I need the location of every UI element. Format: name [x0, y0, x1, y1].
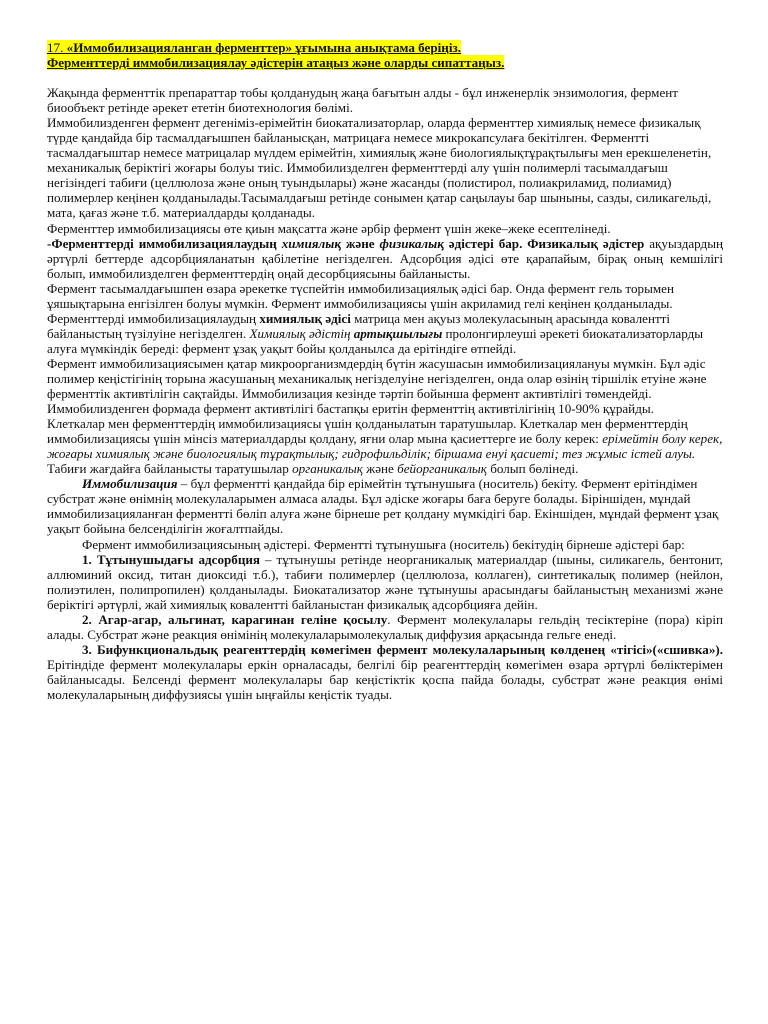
paragraph-gel: Фермент тасымалдағышпен өзара әрекетке түспейтін иммобилизациялық әдісі бар. Онда фермент гель торымен ұяшықтарына енгізілген болуы мүмкін. Фермент иммобилизациясы үшін акриламид гелі кеңінен қолданылады. [47, 280, 674, 311]
gel-text: . Фермент молекулалары гельдің тесіктеріне (пора) кіріп алады. Субстрат және реакция өнімінің молекулаларымолекулалық диффузия арқасында гельге енеді. [47, 611, 724, 642]
chem-text-2: матрица мен ақуыз молекуласының арасында коваленттi байланыстың түзілуіне негізделген. [47, 310, 671, 341]
paragraph-cells: Фермент иммобилизациясымен қатар микроорганизмдердің бүтін жасушасын иммобилизациялануы мүмкін. Бұл әдіс полимер кеңістігінің торына жасушаның механикалық негізделуіне негізделген, онда олар өзінің тіршілік етуіне және ферменттік активтілігін сақтайды. Иммобилизация кезінде тәртіп бойынша фермент активтілігі төмендейді. Иммобилизденген формада фермент активтілігі бастапқы еритін ферменттің активтілігінің 10-90% құрайды. [47, 355, 707, 417]
paragraph-immobilization [47, 476, 723, 536]
chem-bold: химиялық әдісі [259, 310, 351, 326]
carriers-text-1: Клеткалар мен ферменттердің иммобилизациясы үшін қолданылатын таратушылар. Клеткалар мен ферменттердің иммобилизациясы үшін мінсіз материалдарды қолдану, яғни олар мына қасиеттерге ие болу керек: [47, 416, 688, 447]
carriers-properties: ерімейтін болу керек, жоғары химиялық және биологиялық тұрақтылық; гидрофильділік; біршама енуі қасиеті; тез жұмыс істей алуы. [47, 431, 723, 462]
question-number: 17. [47, 40, 67, 55]
methods-bold-2: және [341, 235, 380, 251]
gel-title: 2. Агар-агар, альгинат, карагинан геліне қосылу [82, 611, 388, 627]
immobilization-term: Иммобилизация [82, 476, 178, 492]
paragraph-methods-list-intro: Фермент иммобилизациясының әдістері. Ферментті тұтынушыға (носитель) бекітудің бірнеше әдістері бар: [82, 536, 685, 552]
paragraph-intro: Жақында ферменттік препараттар тобы қолданудың жаңа бағытын алды - бұл инженерлік энзимология, фермент биообъект ретінде әрекет ететін биотехнология бөлімі. [47, 85, 678, 116]
paragraph-definition: Иммобилизденген фермент дегеніміз-ерімейтін биокатализаторлар, оларда ферменттер химиялық немесе физикалық түрде қандайда бір тасмалдағышпен байланысқан, матрицаға немесе микрокапсулаға бекітілген. Ферментті тасмалдағыштар немесе матрицалар мүлдем ерімейтін, химиялық және биологиялықтұрақтылығы мен ерекшеленетін, механикалық беріктігі жоғары болуы тиіс. Иммобилизделген ферменттерді алу үшін полимерлі тасымалдағыш негізіндегі табиғи (целлюлоза және оның туындылары) және жасанды (полистирол, полиакриламид, полиамид) полимерлер кеңінен қолданылады.Тасымалдағыш ретінде сонымен қатар саңылауы бар шыныны, сазды, силикагельді, мата, қағаз және т.б. материалдарды қолданады. [47, 115, 712, 221]
adsorption-title: 1. Тұтынушыдағы адсорбция [82, 551, 260, 567]
question-heading [47, 40, 723, 70]
chem-text-1: Ферменттерді иммобилизациялаудың [47, 310, 260, 326]
carriers-text-3: және [362, 461, 398, 477]
carriers-inorganic: бейорганикалық [397, 461, 487, 477]
carriers-organic: органикалық [292, 461, 363, 477]
blank-line [47, 70, 723, 85]
chem-italic: Химиялық әдістің [249, 325, 354, 341]
methods-rest: ақуыздардың әртүрлі беттерде адсорбцияланатын қабілетіне негізделген. Адсорбция әдісі өте қарапайым, бірақ оның кемшілігі болып, иммобилизделген ферменттердің оңай десорбциясыны байланысты. [47, 235, 724, 281]
paragraph-calculation: Ферменттер иммобилизациясы өте қиын мақсатта және әрбір фермент үшін жеке–жеке есептелінеді. [47, 220, 611, 236]
paragraph-chemical-method [47, 311, 723, 356]
document-page [47, 40, 723, 702]
chem-advantage: артықшылығы [353, 325, 443, 341]
crosslink-title: 3. Бифункциональдық реагенттердің көмегімен фермент молекулаларының көлденең «тігісі»(«сшивка»). [82, 641, 723, 657]
methods-chemical: химиялық [281, 235, 341, 251]
heading-line-1 [47, 40, 461, 55]
carriers-text-2: Табиғи жағдайға байланысты таратушылар [47, 461, 293, 477]
methods-physical: физикалық [379, 235, 444, 251]
carriers-text-4: болып бөлінеді. [486, 461, 579, 477]
paragraph-methods [47, 236, 723, 281]
immobilization-text: – бұл ферментті қандайда бір ерімейтін тұтынушыға (носитель) бекіту. Фермент ерітіндімен субстрат және өнімнің молекулаларымен алмаса алады. Бұл әдіске жоғары баға беруге болады. Біріншіден, мұндай иммобилизацияланған ферментті бөліп алуға және бірнеше рет қолдану мүмкідігі бар. Екіншіден, мұндай фермент ұзақ уақыт бойына белсенділігін жоғалтпайды. [47, 476, 719, 537]
crosslink-text: Ерітіндіде фермент молекулалары еркін орналасады, белгілі бір реагенттердің көмегімен өзара әртүрлі бөліктерімен байланысады. Белсенді фермент молекулалары бар кеңістіктік қоспа пайда болады, субстрат және реакция өнімі молекулаларының диффузиясы үшін ыңғайлы кеңістік туады. [47, 656, 723, 702]
methods-bold-1: -Ферменттерді иммобилизациялаудың [47, 235, 282, 251]
chem-text-3: пролонгирлеуші әрекеті биокатализаторларды алуға мүмкіндік береді: фермент ұзақ уақыт бойы қолданылса да ерітіндіге өтпейді. [47, 325, 704, 356]
heading-text-1: «Иммобилизацияланган ферменттер» ұғымына анықтама беріңіз. [66, 40, 461, 55]
list-item-crosslink [47, 642, 723, 702]
heading-line-2: Ферменттерді иммобилизациялау әдістерін атаңыз және оларды сипаттаңыз. [47, 55, 505, 71]
list-item-adsorption [47, 552, 723, 612]
adsorption-text: – тұтынушы ретінде неорганикалық материалдар (шыны, силикагель, бентонит, аллюминий оксид, титан диоксиді т.б.), табиғи полимерлер (целлюлоза, коллаген), синтетикалық полимер (нейлон, полиэтилен, полипропилен) қолданылады. Биокатализатор және тұтынушы арасындағы байланыстың механизмі және беріктігі әртүрлі, жай химиялық ковалентті байланыстан физикалық адсорбцияға дейін. [47, 551, 723, 612]
paragraph-carriers [47, 416, 723, 476]
methods-bold-3: әдістері бар. Физикалық әдістер [443, 235, 645, 251]
list-item-gel [47, 612, 723, 642]
